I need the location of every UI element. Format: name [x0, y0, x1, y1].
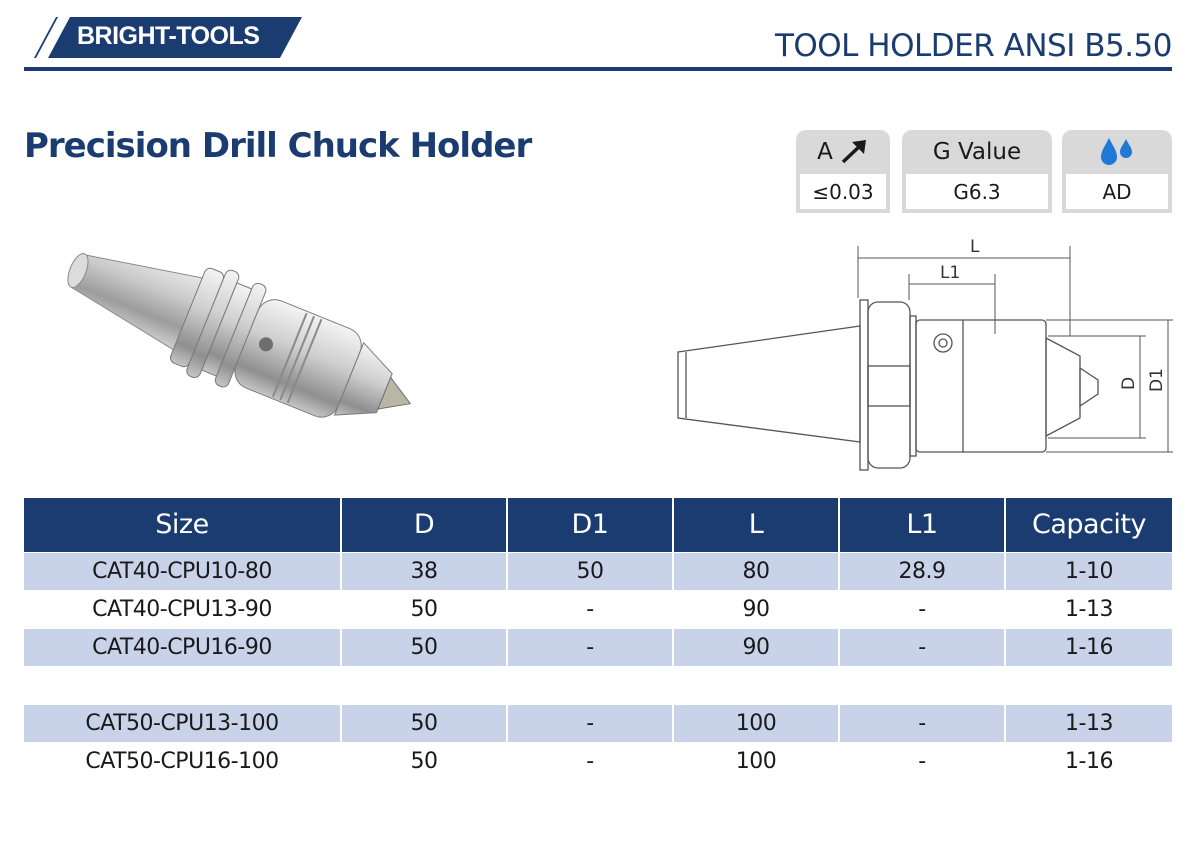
spec-runout-value: ≤0.03 — [800, 174, 886, 209]
cell-size: CAT40-CPU10-80 — [24, 552, 341, 590]
cell-l: 80 — [673, 552, 839, 590]
header-d: D — [341, 498, 507, 552]
table-row — [24, 552, 1172, 590]
table-header-row — [24, 498, 1172, 552]
dim-label-D: D — [1119, 376, 1139, 390]
cell-capacity: 1-16 — [1005, 742, 1172, 780]
cell-l: 90 — [673, 628, 839, 666]
cell-d: 50 — [341, 742, 507, 780]
table-row — [24, 590, 1172, 628]
spec-table — [24, 498, 1172, 780]
spec-runout — [796, 130, 890, 213]
cell-size: CAT40-CPU13-90 — [24, 590, 341, 628]
cell-l1: - — [839, 628, 1005, 666]
cell-d: 50 — [341, 704, 507, 742]
table-row — [24, 628, 1172, 666]
spec-g-value-label: G Value — [932, 139, 1022, 165]
cell-size: CAT50-CPU13-100 — [24, 704, 341, 742]
cell-capacity: 1-16 — [1005, 628, 1172, 666]
cell-capacity: 1-13 — [1005, 590, 1172, 628]
cell-capacity: 1-10 — [1005, 552, 1172, 590]
cell-d1: - — [507, 704, 673, 742]
spec-coolant-value: AD — [1066, 174, 1168, 209]
page-title: Precision Drill Chuck Holder — [24, 126, 532, 166]
spec-g-value — [902, 130, 1052, 213]
cell-l: 100 — [673, 704, 839, 742]
cell-l: 90 — [673, 590, 839, 628]
header-l1: L1 — [839, 498, 1005, 552]
header-size: Size — [24, 498, 341, 552]
technical-drawing — [668, 228, 1180, 480]
cell-d1: - — [507, 742, 673, 780]
cell-l1: - — [839, 742, 1005, 780]
header-capacity: Capacity — [1005, 498, 1172, 552]
spec-runout-header — [796, 130, 890, 174]
cell-l1: 28.9 — [839, 552, 1005, 590]
product-photo — [40, 215, 440, 485]
table-row — [24, 742, 1172, 780]
spec-coolant — [1062, 130, 1172, 213]
header-l: L — [673, 498, 839, 552]
header-rule — [24, 67, 1172, 71]
spec-coolant-header — [1062, 130, 1172, 174]
cell-d: 50 — [341, 628, 507, 666]
cell-size: CAT40-CPU16-90 — [24, 628, 341, 666]
brand-logo-text: BRIGHT-TOOLS — [77, 22, 260, 50]
dim-label-L: L — [970, 237, 980, 257]
dim-label-D1: D1 — [1147, 368, 1167, 392]
table-group-spacer — [24, 666, 1172, 704]
cell-size: CAT50-CPU16-100 — [24, 742, 341, 780]
table-row — [24, 704, 1172, 742]
dim-label-L1: L1 — [940, 263, 961, 283]
cell-l: 100 — [673, 742, 839, 780]
cell-d1: - — [507, 628, 673, 666]
spec-runout-label: A — [817, 139, 833, 165]
cell-capacity: 1-13 — [1005, 704, 1172, 742]
coolant-drops-icon — [1097, 135, 1137, 169]
spec-g-value-value: G6.3 — [906, 174, 1048, 209]
cell-d: 38 — [341, 552, 507, 590]
header-title: TOOL HOLDER ANSI B5.50 — [774, 28, 1172, 64]
cell-d1: 50 — [507, 552, 673, 590]
cell-d1: - — [507, 590, 673, 628]
header-d1: D1 — [507, 498, 673, 552]
cell-d: 50 — [341, 590, 507, 628]
runout-arrow-icon — [839, 139, 869, 165]
cell-l1: - — [839, 590, 1005, 628]
cell-l1: - — [839, 704, 1005, 742]
